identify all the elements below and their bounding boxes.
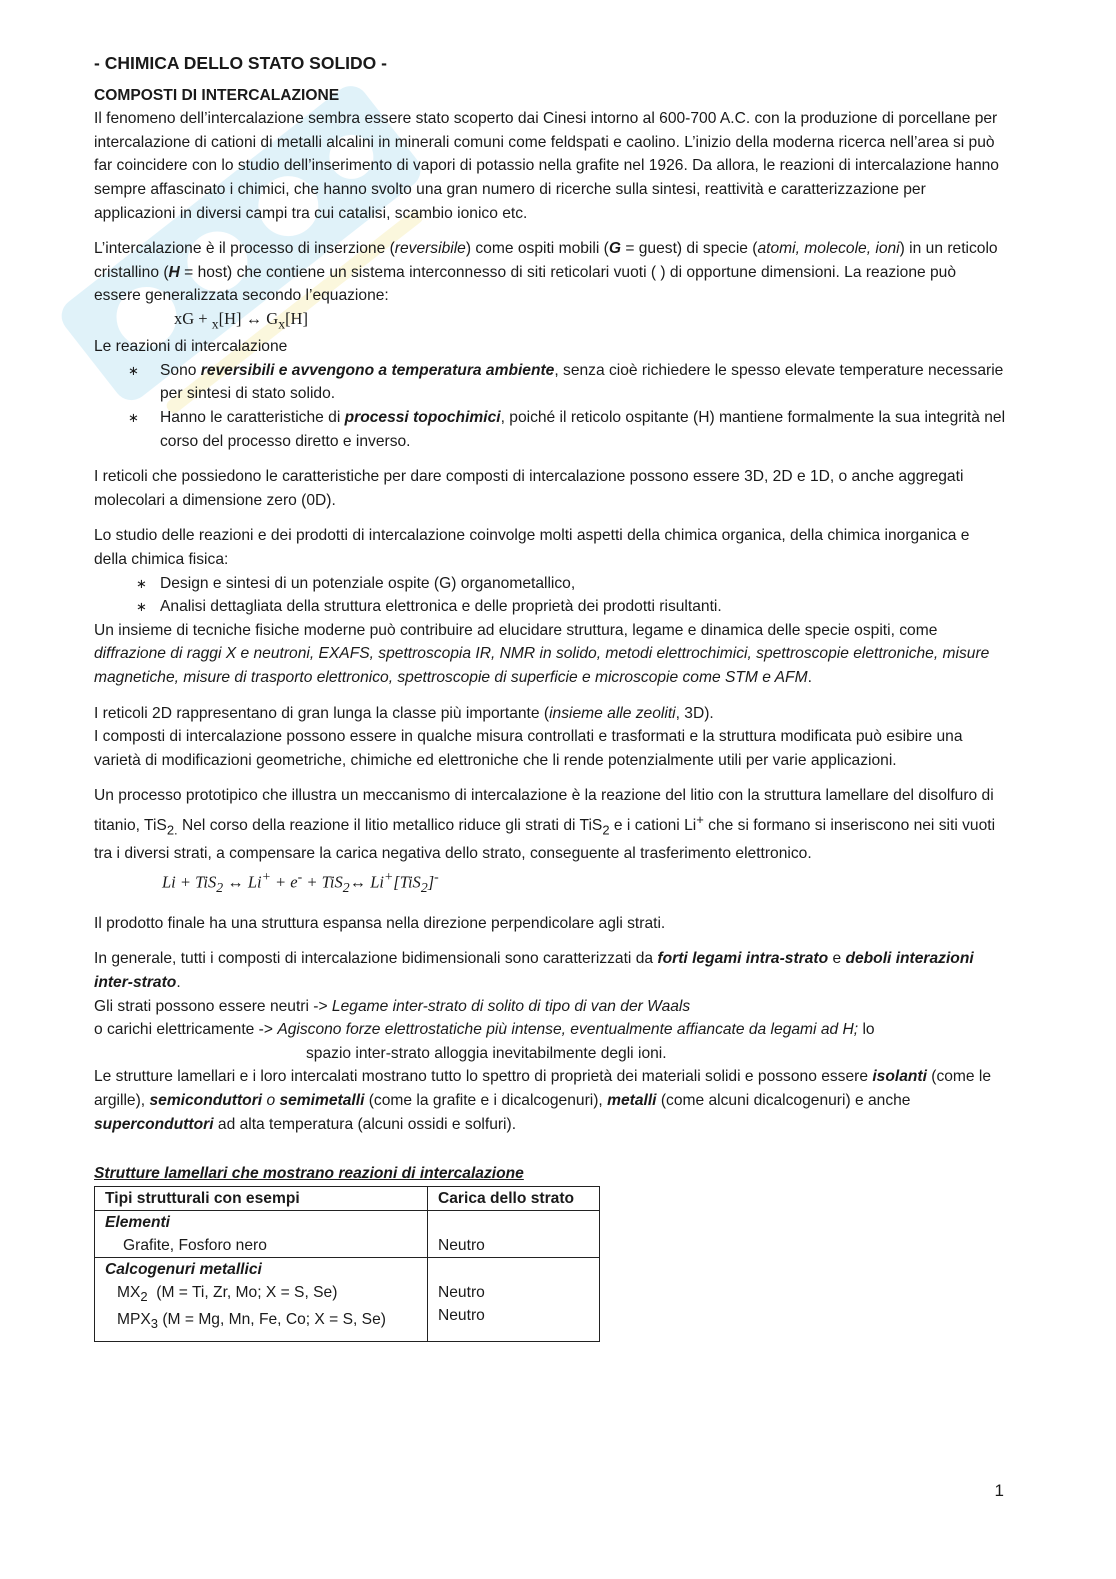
reaction-properties-list xyxy=(94,359,1006,453)
study-aspects-list xyxy=(94,572,1006,619)
list-item: ∗ Design e sintesi di un potenziale ospite (G) organometallico, xyxy=(94,572,1006,596)
table-cell xyxy=(428,1257,600,1341)
section-heading: COMPOSTI DI INTERCALAZIONE xyxy=(94,86,340,104)
group-example: $MPX_3$ (M = Mg, Mn, Fe, Co; X = S, Se) xyxy=(117,1310,386,1331)
paragraph-dimensions: I reticoli che possiedono le caratteristiche per dare composti di intercalazione possono essere 3D, 2D e 1D, o anche aggregati molecolari a dimensione zero (0D). xyxy=(94,468,964,509)
table-header-row xyxy=(95,1186,600,1210)
list-item: ∗ Sono reversibili e avvengono a temperatura ambiente, senza cioè richiedere le spesso elevate temperature necessarie per sintesi di stato solido. xyxy=(94,359,1006,406)
group-example: $MX_2$ (M = Ti, Zr, Mo; X = S, Se) xyxy=(117,1283,338,1304)
asterisk-bullet-icon: ∗ xyxy=(128,362,139,378)
paragraph-final-product: Il prodotto finale ha una struttura espansa nella direzione perpendicolare agli strati. xyxy=(94,914,666,932)
equation-general: xG + $_x$[H] ↔ $G_x[H]$ xyxy=(174,308,308,332)
paragraph-2d-lattices: I reticoli 2D rappresentano di gran lunga la classe più importante (insieme alle zeoliti, 3D). xyxy=(94,704,714,722)
document-page xyxy=(94,52,1006,1342)
asterisk-bullet-icon: ∗ xyxy=(128,410,139,426)
paragraph-2d-bonds: In generale, tutti i composti di intercalazione bidimensionali sono caratterizzati da forti legami intra-strato e deboli interazioni inter-strato. xyxy=(94,950,974,991)
table-row xyxy=(95,1257,600,1341)
list-item: ∗ Hanno le caratteristiche di processi topochimici, poiché il reticolo ospitante (H) mantiene formalmente la sua integrità nel corso del processo diretto e inverso. xyxy=(94,406,1006,453)
asterisk-bullet-icon: ∗ xyxy=(136,575,147,591)
group-name: Elementi xyxy=(105,1213,170,1231)
paragraph-lithium-process: Un processo prototipico che illustra un meccanismo di intercalazione è la reazione del litio con la struttura lamellare del disolfuro di titanio, TiS$_{2.}$ Nel corso della reazione il litio metallico riduce gli strati di TiS$_2$ e i cationi Li+ che si formano si inseriscono nei siti vuoti tra i diversi strati, a compensare la carica negativa dello strato, conseguente al trasferimento elettronico. xyxy=(94,787,996,862)
equation-lithium: Li + TiS$_2$ ↔ Li+ + e- + TiS$_2$↔ Li+[TiS$_2$]- xyxy=(162,869,439,896)
table-row xyxy=(95,1210,600,1257)
paragraph-study: Lo studio delle reazioni e dei prodotti di intercalazione coinvolge molti aspetti della chimica organica, della chimica inorganica e della chimica fisica: xyxy=(94,527,970,568)
table-caption: Strutture lamellari che mostrano reazioni di intercalazione xyxy=(94,1165,524,1183)
lamellar-structures-table xyxy=(94,1186,600,1342)
paragraph-applications: I composti di intercalazione possono essere in qualche misura controllati e trasformati e la struttura modificata può esibire una varietà di modificazioni geometriche, chimiche ed elettroniche che li rende potenzialmente utili per varie applicazioni. xyxy=(94,728,963,769)
paragraph-definition: L’intercalazione è il processo di inserzione (reversibile) come ospiti mobili (G = guest) di specie (atomi, molecole, ioni) in un reticolo cristallino (H = host) che contiene un sistema interconnesso di siti reticolari vuoti ( ) di opportune dimensioni. La reazione può essere generalizzata secondo l’equazione: xyxy=(94,240,998,305)
asterisk-bullet-icon: ∗ xyxy=(136,599,147,615)
paragraph-neutral-layers: Gli strati possono essere neutri -> Legame inter-strato di solito di tipo di van der Waals xyxy=(94,997,691,1015)
page-number: 1 xyxy=(994,1481,1004,1500)
table-cell xyxy=(95,1257,428,1341)
layer-charge: Neutro xyxy=(438,1283,485,1301)
group-example: Grafite, Fosforo nero xyxy=(123,1236,267,1254)
paragraph-properties: Le strutture lamellari e i loro intercalati mostrano tutto lo spettro di proprietà dei materiali solidi e possono essere isolanti (come le argille), semiconduttori o semimetalli (come la grafite e i dicalcogenuri), metalli (come alcuni dicalcogenuri) e anche superconduttori ad alta temperatura (alcuni ossidi e solfuri). xyxy=(94,1068,992,1133)
paragraph-charged-layers: o carichi elettricamente -> Agiscono forze elettrostatiche più intense, eventualmente affiancate da legami ad H; lo xyxy=(94,1021,875,1039)
list-item: ∗ Analisi dettagliata della struttura elettronica e delle proprietà dei prodotti risultanti. xyxy=(94,595,1006,619)
paragraph-history: Il fenomeno dell’intercalazione sembra essere stato scoperto dai Cinesi intorno al 600-700 A.C. con la produzione di porcellane per intercalazione di cationi di metalli alcalini in minerali comuni come feldspati e caolino. L’inizio della moderna ricerca nell’area si può far coincidere con lo studio dell’inserimento di vapori di potassio nella grafite nel 1926. Da allora, le reazioni di intercalazione hanno sempre affascinato i chimici, che hanno svolto una gran numero di ricerche sulla sintesi, reattività e caratterizzazione per applicazioni in diversi campi tra cui catalisi, scambio ionico etc. xyxy=(94,110,999,222)
layer-charge: Neutro xyxy=(438,1306,485,1324)
table-cell xyxy=(95,1210,428,1257)
paragraph-charged-layers-cont: spazio inter-strato alloggia inevitabilmente degli ioni. xyxy=(306,1044,667,1062)
group-name: Calcogenuri metallici xyxy=(105,1260,262,1278)
document-title: - CHIMICA DELLO STATO SOLIDO - xyxy=(94,53,387,73)
table-header-cell: Carica dello strato xyxy=(428,1186,600,1210)
reactions-intro: Le reazioni di intercalazione xyxy=(94,338,288,356)
table-header-cell: Tipi strutturali con esempi xyxy=(95,1186,428,1210)
paragraph-techniques: Un insieme di tecniche fisiche moderne può contribuire ad elucidare struttura, legame e dinamica delle specie ospiti, come diffrazione di raggi X e neutroni, EXAFS, spettroscopia IR, NMR in solido, metodi elettrochimici, spettroscopie elettroniche, misure magnetiche, misure di trasporto elettronico, spettroscopie di superficie e microscopie come STM e AFM. xyxy=(94,621,990,686)
layer-charge: Neutro xyxy=(438,1236,485,1254)
table-cell xyxy=(428,1210,600,1257)
